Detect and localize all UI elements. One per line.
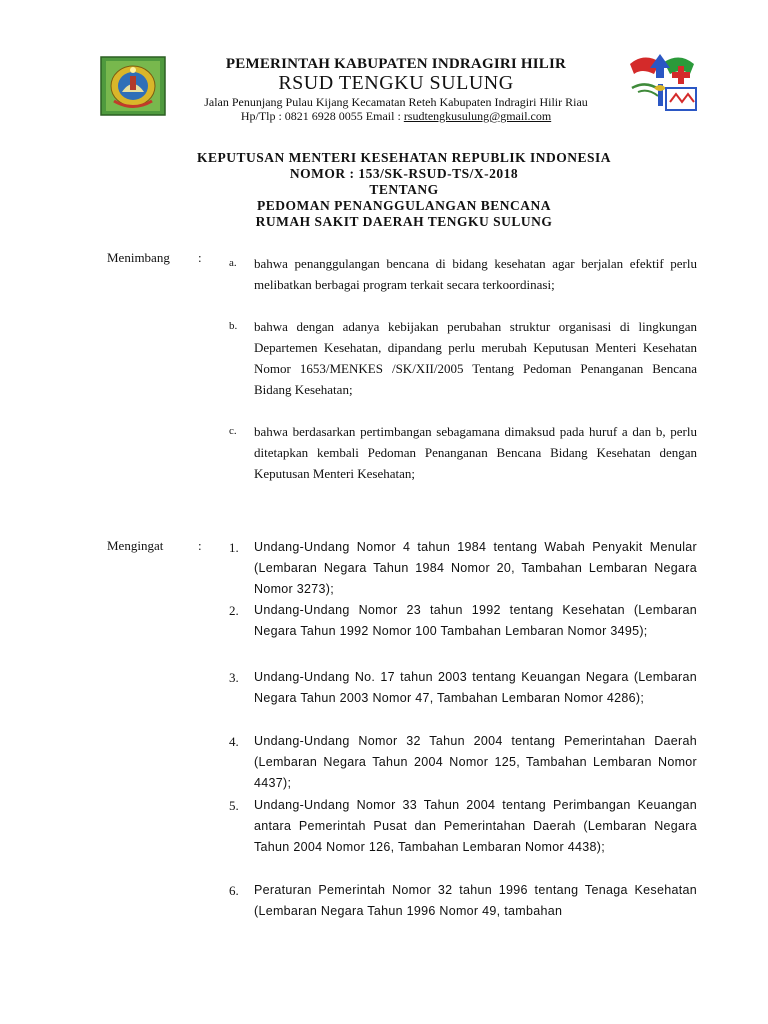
- item-marker: 4.: [229, 734, 239, 749]
- mengingat-item: [229, 731, 697, 794]
- government-name: PEMERINTAH KABUPATEN INDRAGIRI HILIR: [225, 56, 567, 72]
- item-text: bahwa penanggulangan bencana di bidang kesehatan agar berjalan efektif perlu melibatkan berbagai program terkait secara terkoordinasi;: [254, 256, 697, 292]
- contact-phone: Hp/Tlp : 0821 6928 0055 Email :: [240, 109, 404, 123]
- menimbang-item: [229, 253, 697, 295]
- hospital-contact: [170, 109, 622, 123]
- item-marker: 1.: [229, 540, 239, 555]
- item-text: Undang-Undang No. 17 tahun 2003 tentang Keuangan Negara (Lembaran Negara Tahun 2003 Nomor 47, Tambahan Lembaran Nomor 4286);: [254, 670, 697, 705]
- regency-emblem-icon: [100, 56, 166, 116]
- title-line-1: KEPUTUSAN MENTERI KESEHATAN REPUBLIK INDONESIA: [196, 150, 612, 165]
- menimbang-item: [229, 421, 697, 484]
- item-marker: b.: [229, 320, 238, 332]
- mengingat-item: [229, 537, 697, 600]
- title-line-4: PEDOMAN PENANGGULANGAN BENCANA: [257, 198, 551, 213]
- item-text: bahwa dengan adanya kebijakan perubahan struktur organisasi di lingkungan Departemen Kesehatan, dipandang perlu merubah Keputusan Menteri Kesehatan Nomor 1653/MENKES /SK/XII/2005 Tentang Pedoman Penanganan Bencana Bidang Kesehatan;: [254, 319, 697, 397]
- title-line-3: TENTANG: [369, 182, 439, 197]
- item-text: bahwa berdasarkan pertimbangan sebagamana dimaksud pada huruf a dan b, perlu ditetapkan kembali Pedoman Penanganan Bencana Bidang Kesehatan dengan Keputusan Menteri Kesehatan;: [254, 424, 697, 481]
- item-marker: 6.: [229, 883, 239, 898]
- item-marker: a.: [229, 257, 237, 269]
- mengingat-colon: :: [198, 538, 202, 553]
- title-line-5: RUMAH SAKIT DAERAH TENGKU SULUNG: [255, 214, 553, 229]
- item-text: Undang-Undang Nomor 32 Tahun 2004 tentang Pemerintahan Daerah (Lembaran Negara Tahun 2004 Nomor 125, Tambahan Lembaran Nomor 4437);: [254, 734, 697, 790]
- item-text: Undang-Undang Nomor 4 tahun 1984 tentang Wabah Penyakit Menular (Lembaran Negara Tahun 1984 Nomor 20, Tambahan Lembaran Negara Nomor 3273);: [254, 540, 697, 596]
- mengingat-item: [229, 600, 697, 642]
- item-marker: c.: [229, 425, 237, 437]
- item-text: Undang-Undang Nomor 33 Tahun 2004 tentang Perimbangan Keuangan antara Pemerintah Pusat dan Pemerintahan Daerah (Lembaran Negara Tahun 2004 Nomor 126, Tambahan Lembaran Nomor 4438);: [254, 798, 697, 854]
- hospital-name: RSUD TENGKU SULUNG: [278, 72, 514, 94]
- hospital-address: Jalan Penunjang Pulau Kijang Kecamatan Reteh Kabupaten Indragiri Hilir Riau: [204, 95, 588, 109]
- title-decree-number: NOMOR : 153/SK-RSUD-TS/X-2018: [289, 166, 519, 181]
- hospital-logo-icon: [624, 48, 700, 114]
- menimbang-label: Menimbang: [107, 250, 170, 265]
- mengingat-item: [229, 795, 697, 858]
- menimbang-colon: :: [198, 250, 202, 265]
- mengingat-item: [229, 667, 697, 709]
- item-text: Peraturan Pemerintah Nomor 32 tahun 1996 tentang Tenaga Kesehatan (Lembaran Negara Tahun 1996 Nomor 49, tambahan: [254, 883, 697, 918]
- item-text: Undang-Undang Nomor 23 tahun 1992 tentang Kesehatan (Lembaran Negara Tahun 1992 Nomor 100 Tambahan Lembaran Nomor 3495);: [254, 603, 697, 638]
- item-marker: 5.: [229, 798, 239, 813]
- decree-title: [120, 150, 688, 230]
- email-link[interactable]: rsudtengkusulung@gmail.com: [403, 109, 552, 123]
- item-marker: 2.: [229, 603, 239, 618]
- mengingat-item: [229, 880, 697, 922]
- mengingat-label: Mengingat: [107, 538, 164, 553]
- menimbang-item: [229, 316, 697, 400]
- item-marker: 3.: [229, 670, 239, 685]
- letterhead-text: [170, 56, 622, 123]
- letterhead: [0, 0, 768, 130]
